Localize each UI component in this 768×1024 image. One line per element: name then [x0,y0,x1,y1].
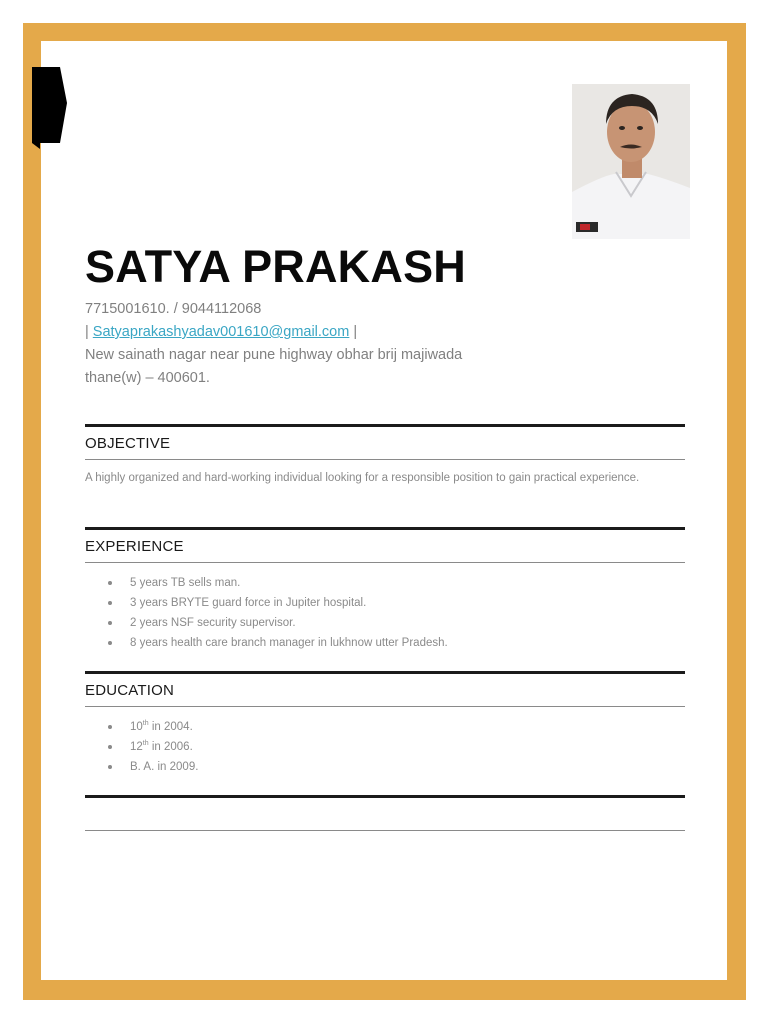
list-item: B. A. in 2009. [106,757,198,777]
bullet-icon [108,745,112,749]
list-item: 10th in 2004. [106,717,198,737]
objective-heading: OBJECTIVE [85,435,171,452]
objective-text: A highly organized and hard-working individual looking for a responsible position to gain practical experience. [85,472,640,484]
section-divider [85,795,685,798]
contact-info [85,298,462,390]
experience-heading: EXPERIENCE [85,538,184,555]
section-underline [85,830,685,831]
list-item: 2 years NSF security supervisor. [106,613,448,633]
section-underline [85,459,685,460]
bullet-icon [108,601,112,605]
list-item: 8 years health care branch manager in lukhnow utter Pradesh. [106,633,448,653]
list-item: 3 years BRYTE guard force in Jupiter hospital. [106,593,448,613]
profile-photo [572,84,690,239]
black-tab-icon [32,67,68,149]
section-divider [85,424,685,427]
bullet-icon [108,725,112,729]
list-item: 5 years TB sells man. [106,573,448,593]
education-list [106,717,198,777]
section-divider [85,671,685,674]
email-line [85,321,462,344]
bullet-icon [108,621,112,625]
email-prefix: | [85,324,93,340]
bullet-icon [108,641,112,645]
list-item: 12th in 2006. [106,737,198,757]
email-suffix: | [349,324,358,340]
section-underline [85,706,685,707]
section-underline [85,562,685,563]
address-line-2: thane(w) – 400601. [85,370,210,386]
experience-list [106,573,448,653]
bullet-icon [108,581,112,585]
address-line-1: New sainath nagar near pune highway obhar brij majiwada [85,347,463,363]
email-link[interactable]: Satyaprakashyadav001610@gmail.com [92,324,350,340]
section-divider [85,527,685,530]
candidate-name: SATYA PRAKASH [85,241,466,292]
phone-numbers: 7715001610. / 9044112068 [85,301,262,317]
education-heading: EDUCATION [85,682,175,699]
bullet-icon [108,765,112,769]
